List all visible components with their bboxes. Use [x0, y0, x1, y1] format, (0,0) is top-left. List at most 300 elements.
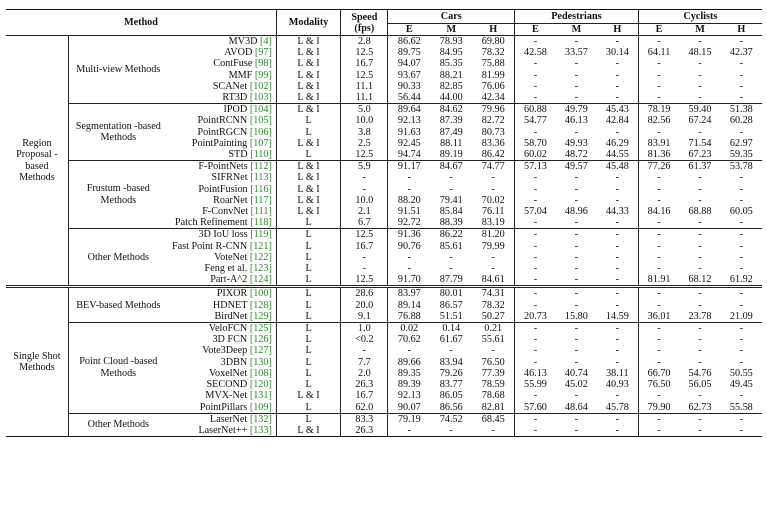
header-cars-m: M — [446, 23, 457, 35]
score-cell-cm: 51.51 — [439, 310, 463, 322]
method-name — [168, 70, 277, 81]
citation-link[interactable]: [102] — [249, 80, 272, 92]
score-cell-ce: - — [407, 251, 411, 263]
score-cell-ym: 62.73 — [688, 401, 712, 413]
speed-cell: 12.5 — [341, 229, 388, 241]
method-label: MMF — [228, 69, 253, 81]
citation-link[interactable]: [123] — [249, 263, 272, 275]
score-cell-ye: - — [657, 251, 661, 263]
score-cell-ye: - — [657, 356, 661, 368]
score-cell-pe: - — [533, 217, 538, 229]
score-cell-ce: 91.17 — [397, 161, 421, 173]
score-cell-yh: - — [739, 69, 743, 81]
score-cell-ye: 81.36 — [647, 149, 671, 161]
score-cell-pm: 33.57 — [564, 47, 588, 59]
score-cell-ce: 92.72 — [397, 217, 421, 229]
method-label: AVOD — [224, 47, 253, 59]
score-cell-cm: - — [449, 183, 453, 195]
score-cell-ye: 77.26 — [647, 161, 671, 173]
method-name — [168, 402, 277, 414]
score-cell-cm: 0.14 — [442, 323, 461, 335]
score-cell-ym: - — [698, 58, 702, 70]
method-label: Fast Point R-CNN — [171, 240, 248, 252]
score-cell-ch: - — [472, 345, 514, 356]
citation-link[interactable]: [106] — [249, 126, 272, 138]
score-cell-ph: - — [597, 425, 638, 437]
score-cell-ym: 56.05 — [688, 379, 712, 391]
score-cell-cm: 87.49 — [439, 126, 463, 138]
header-cars-h: H — [472, 23, 514, 36]
score-cell-ce: 94.74 — [397, 149, 421, 161]
score-cell-pm: - — [574, 240, 579, 252]
score-cell-ph: 42.84 — [597, 115, 638, 126]
score-cell-ym: - — [698, 334, 702, 346]
score-cell-ym: - — [698, 36, 702, 47]
method-name — [168, 357, 277, 368]
modality-cell: L & I — [276, 161, 340, 173]
score-cell-ch: 78.59 — [472, 379, 514, 390]
header-cars: Cars — [388, 10, 515, 24]
score-cell-ch: 83.19 — [472, 217, 514, 229]
subgroup-label: Other Methods — [87, 251, 150, 263]
score-cell-ym: - — [698, 413, 702, 425]
citation-link[interactable]: [112] — [250, 161, 272, 173]
score-cell-cm: - — [449, 263, 453, 275]
speed-cell: - — [341, 345, 388, 356]
method-label: RT3D — [222, 92, 248, 104]
citation-link[interactable]: [124] — [249, 274, 272, 286]
score-cell-ye: - — [657, 69, 661, 81]
citation-link[interactable]: [132] — [249, 413, 272, 425]
score-cell-yh: - — [739, 334, 743, 346]
score-cell-pe: - — [533, 229, 538, 241]
score-cell-ym: 54.76 — [688, 367, 712, 379]
citation-link[interactable]: [4] — [260, 36, 272, 47]
score-cell-cm: - — [449, 172, 453, 184]
table-row — [6, 287, 762, 300]
citation-link[interactable]: [131] — [249, 390, 272, 402]
method-label: VoteNet — [214, 251, 248, 263]
score-cell-pe: - — [533, 251, 538, 263]
score-cell-ym: 23.78 — [688, 310, 712, 322]
score-cell-pe: - — [533, 413, 538, 425]
score-cell-ch: 78.68 — [472, 390, 514, 401]
score-cell-ye: - — [657, 390, 661, 402]
method-label: HDNET — [212, 299, 248, 311]
score-cell-ye: - — [657, 323, 661, 335]
score-cell-pe: - — [533, 69, 538, 81]
score-cell-ch: 74.31 — [472, 287, 514, 300]
subgroup-label: Other Methods — [87, 419, 150, 431]
score-cell-ch: - — [472, 263, 514, 274]
score-cell-yh: 60.28 — [729, 115, 753, 127]
method-name — [168, 92, 277, 104]
method-label: PointRCNN — [197, 115, 248, 127]
citation-link[interactable]: [104] — [249, 104, 272, 116]
score-cell-ce: - — [407, 424, 411, 436]
speed-cell: 11.1 — [341, 92, 388, 104]
score-cell-ph: 45.78 — [597, 402, 638, 414]
modality-cell: L & I — [276, 92, 340, 104]
method-label: ContFuse — [213, 58, 253, 70]
score-cell-pe: - — [533, 424, 538, 436]
speed-cell: 16.7 — [341, 241, 388, 252]
header-cyc-m: M — [695, 23, 705, 35]
method-label: PointRGCN — [197, 126, 248, 138]
score-cell-ph: - — [597, 92, 638, 104]
citation-link[interactable]: [98] — [254, 58, 272, 70]
score-cell-ch: 69.80 — [472, 36, 514, 48]
modality-cell: L — [276, 379, 340, 390]
score-cell-ye: - — [657, 183, 661, 195]
score-cell-yh: - — [739, 183, 743, 195]
score-cell-pm: - — [574, 172, 579, 184]
method-name — [168, 127, 277, 138]
score-cell-ph: 45.48 — [597, 161, 638, 173]
subgroup-label: Multi-view Methods — [76, 63, 161, 75]
score-cell-ch: 81.99 — [472, 70, 514, 81]
score-cell-ch: 84.61 — [472, 274, 514, 287]
method-label: PIXOR — [216, 288, 248, 300]
method-label: RoarNet — [213, 194, 248, 206]
score-cell-pe: - — [533, 183, 538, 195]
score-cell-pe: - — [533, 92, 538, 104]
subgroup-label: Point Cloud -based Methods — [79, 356, 158, 379]
score-cell-ym: - — [698, 92, 702, 104]
score-cell-pm: - — [574, 69, 579, 81]
modality-cell: L & I — [276, 70, 340, 81]
method-name — [168, 217, 277, 229]
score-cell-pe: - — [533, 58, 538, 70]
score-cell-yh: - — [739, 194, 743, 206]
score-cell-yh: - — [739, 92, 743, 104]
score-cell-ph: 45.43 — [597, 104, 638, 116]
citation-link[interactable]: [100] — [249, 288, 272, 300]
score-cell-ce: 91.70 — [397, 274, 421, 286]
results-table-container — [6, 9, 762, 437]
score-cell-ch: 78.32 — [472, 47, 514, 58]
score-cell-ch: - — [472, 425, 514, 437]
score-cell-pm: - — [574, 263, 579, 275]
method-name — [168, 252, 277, 263]
score-cell-ye: 78.19 — [647, 104, 671, 116]
speed-cell: 12.5 — [341, 274, 388, 287]
speed-cell: 6.7 — [341, 217, 388, 229]
modality-cell: L & I — [276, 58, 340, 69]
score-cell-pm: - — [574, 251, 579, 263]
method-label: VeloFCN — [208, 323, 248, 335]
comparison-table — [6, 9, 762, 437]
score-cell-pe: - — [533, 126, 538, 138]
citation-link[interactable]: [108] — [249, 367, 272, 379]
score-cell-ph: - — [597, 413, 638, 425]
score-cell-pe: 60.02 — [523, 149, 547, 161]
score-cell-ce: - — [407, 263, 411, 275]
score-cell-pe: 46.13 — [523, 367, 547, 379]
modality-cell: L — [276, 402, 340, 414]
score-cell-ch: 86.42 — [472, 149, 514, 161]
score-cell-pe: - — [533, 263, 538, 275]
header-speed-unit: (fps) — [341, 23, 388, 36]
citation-link[interactable]: [116] — [250, 183, 272, 195]
citation-link[interactable]: [128] — [249, 299, 272, 311]
score-cell-cm: 88.11 — [439, 137, 463, 149]
citation-link[interactable]: [126] — [249, 334, 272, 346]
method-name — [168, 345, 277, 356]
score-cell-ch: 42.34 — [472, 92, 514, 104]
score-cell-cm: 83.77 — [439, 379, 463, 391]
speed-cell: 26.3 — [341, 379, 388, 390]
citation-link[interactable]: [105] — [249, 115, 272, 127]
score-cell-cm: 89.19 — [439, 149, 463, 161]
score-cell-pm: 48.72 — [564, 149, 588, 161]
score-cell-pe: - — [533, 194, 538, 206]
speed-cell: - — [341, 184, 388, 195]
score-cell-ye: - — [657, 288, 661, 300]
speed-cell: 16.7 — [341, 58, 388, 69]
modality-cell: L — [276, 368, 340, 379]
score-cell-ye: 66.70 — [647, 367, 671, 379]
score-cell-ce: 93.67 — [397, 69, 421, 81]
citation-link[interactable]: [111] — [250, 206, 272, 218]
score-cell-pm: - — [574, 80, 579, 92]
speed-cell: 11.1 — [341, 81, 388, 92]
speed-cell: 12.5 — [341, 47, 388, 58]
score-cell-ce: 0.02 — [400, 323, 419, 335]
score-cell-ph: - — [597, 217, 638, 229]
score-cell-pe: - — [533, 345, 538, 357]
score-cell-pm: - — [574, 36, 579, 47]
score-cell-pe: 55.99 — [523, 379, 547, 391]
citation-link[interactable]: [118] — [250, 217, 272, 229]
score-cell-ph: - — [597, 70, 638, 81]
score-cell-ch: 55.61 — [472, 334, 514, 345]
score-cell-ph: 30.14 — [597, 47, 638, 58]
table-row — [6, 36, 762, 48]
speed-cell: 12.5 — [341, 149, 388, 161]
score-cell-ce: 91.51 — [397, 206, 421, 218]
score-cell-ph: - — [597, 195, 638, 206]
score-cell-ym: 59.40 — [688, 104, 712, 116]
citation-link[interactable]: [107] — [249, 137, 272, 149]
score-cell-ch: 79.99 — [472, 241, 514, 252]
method-label: 3DBN — [220, 356, 248, 368]
citation-link[interactable]: [110] — [250, 149, 272, 161]
speed-cell: 1.0 — [341, 323, 388, 335]
score-cell-ph: 40.93 — [597, 379, 638, 390]
citation-link[interactable]: [109] — [249, 401, 272, 413]
score-cell-yh: 21.09 — [729, 310, 753, 322]
citation-link[interactable]: [119] — [250, 229, 272, 241]
header-cars-e: E — [405, 23, 413, 35]
score-cell-ye: - — [657, 126, 661, 138]
table-row — [6, 323, 762, 335]
score-cell-yh: - — [739, 58, 743, 70]
score-cell-pm: - — [574, 217, 579, 229]
method-name — [168, 263, 277, 274]
modality-cell: L — [276, 149, 340, 161]
score-cell-ym: - — [698, 356, 702, 368]
method-name — [168, 161, 277, 173]
score-cell-cm: 86.05 — [439, 390, 463, 402]
modality-cell: L & I — [276, 36, 340, 48]
citation-link[interactable]: [99] — [254, 69, 272, 81]
score-cell-pm: - — [574, 183, 579, 195]
score-cell-ce: 88.20 — [397, 194, 421, 206]
score-cell-cm: 85.84 — [439, 206, 463, 218]
score-cell-ce: 89.14 — [397, 299, 421, 311]
score-cell-ce: 90.07 — [397, 401, 421, 413]
score-cell-ch: 68.45 — [472, 413, 514, 425]
score-cell-pe: 54.77 — [523, 115, 547, 127]
citation-link[interactable]: [133] — [249, 424, 272, 436]
score-cell-yh: - — [739, 288, 743, 300]
speed-cell: 2.0 — [341, 368, 388, 379]
modality-cell: L — [276, 241, 340, 252]
citation-link[interactable]: [103] — [249, 92, 272, 104]
score-cell-pe: - — [533, 390, 538, 402]
score-cell-pm: - — [574, 229, 579, 241]
score-cell-ch: 76.06 — [472, 81, 514, 92]
score-cell-ym: 68.88 — [688, 206, 712, 218]
score-cell-ye: 82.56 — [647, 115, 671, 127]
score-cell-ce: 79.19 — [397, 413, 421, 425]
score-cell-pe: - — [533, 334, 538, 346]
score-cell-pe: 57.60 — [523, 401, 547, 413]
score-cell-cm: 88.21 — [439, 69, 463, 81]
score-cell-ym: - — [698, 229, 702, 241]
score-cell-yh: - — [739, 299, 743, 311]
score-cell-pe: 58.70 — [523, 137, 547, 149]
modality-cell: L — [276, 127, 340, 138]
score-cell-yh: - — [739, 424, 743, 436]
citation-link[interactable]: [129] — [249, 310, 272, 322]
modality-cell: L & I — [276, 390, 340, 401]
score-cell-pm: - — [574, 345, 579, 357]
speed-cell: 2.1 — [341, 206, 388, 217]
score-cell-yh: - — [739, 240, 743, 252]
score-cell-ph: - — [597, 334, 638, 345]
score-cell-cm: 85.61 — [439, 240, 463, 252]
score-cell-ch: 82.81 — [472, 402, 514, 414]
speed-cell: 2.8 — [341, 36, 388, 48]
score-cell-pm: - — [574, 356, 579, 368]
score-cell-yh: - — [739, 217, 743, 229]
score-cell-ye: 36.01 — [647, 310, 671, 322]
citation-link[interactable]: [125] — [249, 323, 272, 335]
header-ped-h: H — [597, 23, 638, 36]
score-cell-ym: 67.24 — [688, 115, 712, 127]
header-cyclists: Cyclists — [638, 10, 762, 24]
subgroup-label: Segmentation -based Methods — [75, 120, 161, 144]
score-cell-cm: 79.26 — [439, 367, 463, 379]
score-cell-pe: - — [533, 274, 538, 286]
score-cell-ph: - — [597, 323, 638, 335]
score-cell-yh: 55.58 — [729, 401, 753, 413]
score-cell-ch: - — [472, 252, 514, 263]
score-cell-ce: 91.36 — [397, 229, 421, 241]
modality-cell: L & I — [276, 47, 340, 58]
modality-cell: L — [276, 252, 340, 263]
score-cell-ye: - — [657, 58, 661, 70]
citation-link[interactable]: [113] — [250, 172, 272, 184]
modality-cell: L — [276, 311, 340, 323]
modality-cell: L — [276, 274, 340, 287]
score-cell-yh: - — [739, 413, 743, 425]
header-ped-e: E — [532, 23, 539, 35]
score-cell-cm: 84.62 — [439, 104, 463, 116]
header-pedestrians: Pedestrians — [515, 10, 639, 24]
citation-link[interactable]: [121] — [249, 240, 272, 252]
score-cell-ye: 76.50 — [647, 379, 671, 391]
citation-link[interactable]: [117] — [250, 194, 272, 206]
score-cell-ph: - — [597, 58, 638, 69]
header-modality: Modality — [276, 10, 340, 36]
citation-link[interactable]: [97] — [254, 47, 272, 59]
modality-cell: L — [276, 345, 340, 356]
score-cell-cm: 85.35 — [439, 58, 463, 70]
score-cell-ye: - — [657, 299, 661, 311]
score-cell-ce: 90.33 — [397, 80, 421, 92]
score-cell-yh: 49.45 — [729, 379, 753, 391]
score-cell-ye: 81.91 — [647, 274, 671, 286]
score-cell-ch: 74.77 — [472, 161, 514, 173]
method-label: 3D IoU loss — [198, 229, 248, 241]
modality-cell: L — [276, 229, 340, 241]
method-name — [168, 149, 277, 161]
score-cell-ch: 79.96 — [472, 104, 514, 116]
header-ped-m: M — [571, 23, 582, 35]
method-name — [168, 425, 277, 437]
modality-cell: L & I — [276, 206, 340, 217]
method-name — [168, 311, 277, 323]
score-cell-ce: - — [407, 345, 411, 357]
score-cell-yh: - — [739, 251, 743, 263]
score-cell-cm: 78.93 — [439, 36, 463, 47]
score-cell-pe: - — [533, 288, 538, 300]
method-label: LaserNet++ — [198, 424, 248, 436]
score-cell-ye: - — [657, 263, 661, 275]
score-cell-cm: 86.22 — [439, 229, 463, 241]
method-label: PointPillars — [199, 401, 248, 413]
citation-link[interactable]: [130] — [249, 356, 272, 368]
score-cell-cm: 84.67 — [439, 161, 463, 173]
score-cell-pe: - — [533, 323, 538, 335]
score-cell-ch: 70.02 — [472, 195, 514, 206]
method-name — [168, 47, 277, 58]
score-cell-ph: - — [597, 287, 638, 300]
table-body — [6, 36, 762, 437]
score-cell-ye: 64.11 — [647, 47, 671, 59]
score-cell-yh: - — [739, 390, 743, 402]
score-cell-yh: 60.05 — [729, 206, 753, 218]
score-cell-ce: 89.35 — [397, 367, 421, 379]
header-speed: Speed — [341, 10, 388, 24]
score-cell-yh: - — [739, 172, 743, 184]
method-name — [168, 195, 277, 206]
modality-cell: L & I — [276, 425, 340, 437]
score-cell-yh: - — [739, 126, 743, 138]
speed-cell: 7.7 — [341, 357, 388, 368]
score-cell-ph: - — [597, 229, 638, 241]
citation-link[interactable]: [122] — [249, 251, 272, 263]
score-cell-ym: - — [698, 183, 702, 195]
score-cell-ce: - — [407, 172, 411, 184]
citation-link[interactable]: [127] — [249, 345, 272, 357]
score-cell-yh: 61.92 — [729, 274, 753, 286]
score-cell-ym: 67.23 — [688, 149, 712, 161]
citation-link[interactable]: [120] — [249, 379, 272, 391]
